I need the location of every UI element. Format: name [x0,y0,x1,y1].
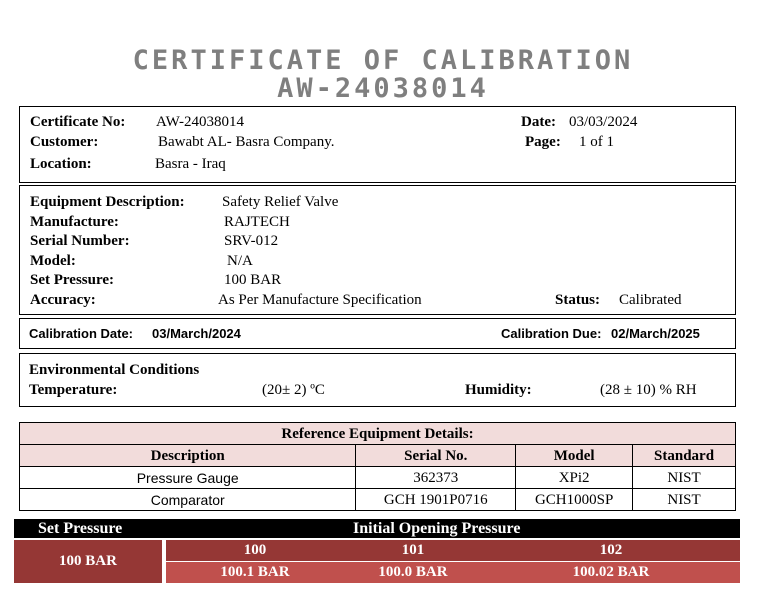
calibration-date-value: 03/March/2024 [152,326,241,341]
date-label: Date: [521,114,556,130]
ref-header-standard: Standard [633,445,736,467]
result-r1-c2: 101 [401,542,425,558]
humidity-value: (28 ± 10) % RH [600,382,697,398]
equipment-desc-label: Equipment Description: [30,194,185,210]
model-value: N/A [227,253,253,269]
manufacture-label: Manufacture: [30,214,119,230]
result-r2-c1: 100.1 BAR [220,564,290,580]
ref-cell-standard: NIST [633,467,736,489]
result-r2-c2: 100.0 BAR [378,564,448,580]
set-pressure-cell: 100 BAR [14,540,162,583]
status-value: Calibrated [619,292,682,308]
certificate-title: CERTIFICATE OF CALIBRATION [132,45,634,76]
ref-cell-model: GCH1000SP [516,489,633,511]
accuracy-value: As Per Manufacture Specification [218,292,422,308]
ref-header-model: Model [516,445,633,467]
environment-title: Environmental Conditions [29,362,200,378]
results-header-bar [14,519,740,538]
date-value: 03/03/2024 [569,114,638,130]
customer-value: Bawabt AL- Basra Company. [158,134,335,150]
customer-label: Customer: [30,134,99,150]
cert-no-label: Certificate No: [30,114,126,130]
ref-cell-serial: 362373 [356,467,516,489]
certificate-number-title: AW-24038014 [277,73,489,104]
accuracy-label: Accuracy: [30,292,96,308]
ref-cell-description: Comparator [20,489,356,511]
page-label: Page: [525,134,561,150]
location-label: Location: [30,156,92,172]
calibration-date-label: Calibration Date: [29,326,134,341]
location-value: Basra - Iraq [155,156,226,172]
temperature-value: (20± 2) ºC [262,382,325,398]
calibration-due-value: 02/March/2025 [611,326,700,341]
ref-cell-serial: GCH 1901P0716 [356,489,516,511]
result-r1-c1: 100 [243,542,267,558]
table-row [20,467,736,489]
manufacture-value: RAJTECH [224,214,290,230]
table-row [20,489,736,511]
result-r2-c3: 100.02 BAR [572,564,650,580]
result-r1-c3: 102 [599,542,623,558]
temperature-label: Temperature: [29,382,118,398]
ref-cell-description: Pressure Gauge [20,467,356,489]
ref-cell-model: XPi2 [516,467,633,489]
serial-number-value: SRV-012 [224,233,279,249]
page-value: 1 of 1 [579,134,614,150]
cert-no-value: AW-24038014 [156,114,244,130]
reference-table [19,422,736,511]
ref-cell-standard: NIST [633,489,736,511]
ref-header-description: Description [20,445,356,467]
status-label: Status: [555,292,601,308]
serial-number-label: Serial Number: [30,233,130,249]
humidity-label: Humidity: [465,382,532,398]
set-pressure-value: 100 BAR [224,272,282,288]
set-pressure-header: Set Pressure [38,520,123,537]
reference-title: Reference Equipment Details: [20,423,736,445]
initial-opening-pressure-header: Initial Opening Pressure [353,520,521,537]
calibration-due-label: Calibration Due: [501,326,602,341]
set-pressure-label: Set Pressure: [30,272,115,288]
model-label: Model: [30,253,76,269]
equipment-desc-value: Safety Relief Valve [222,194,339,210]
ref-header-serial: Serial No. [356,445,516,467]
